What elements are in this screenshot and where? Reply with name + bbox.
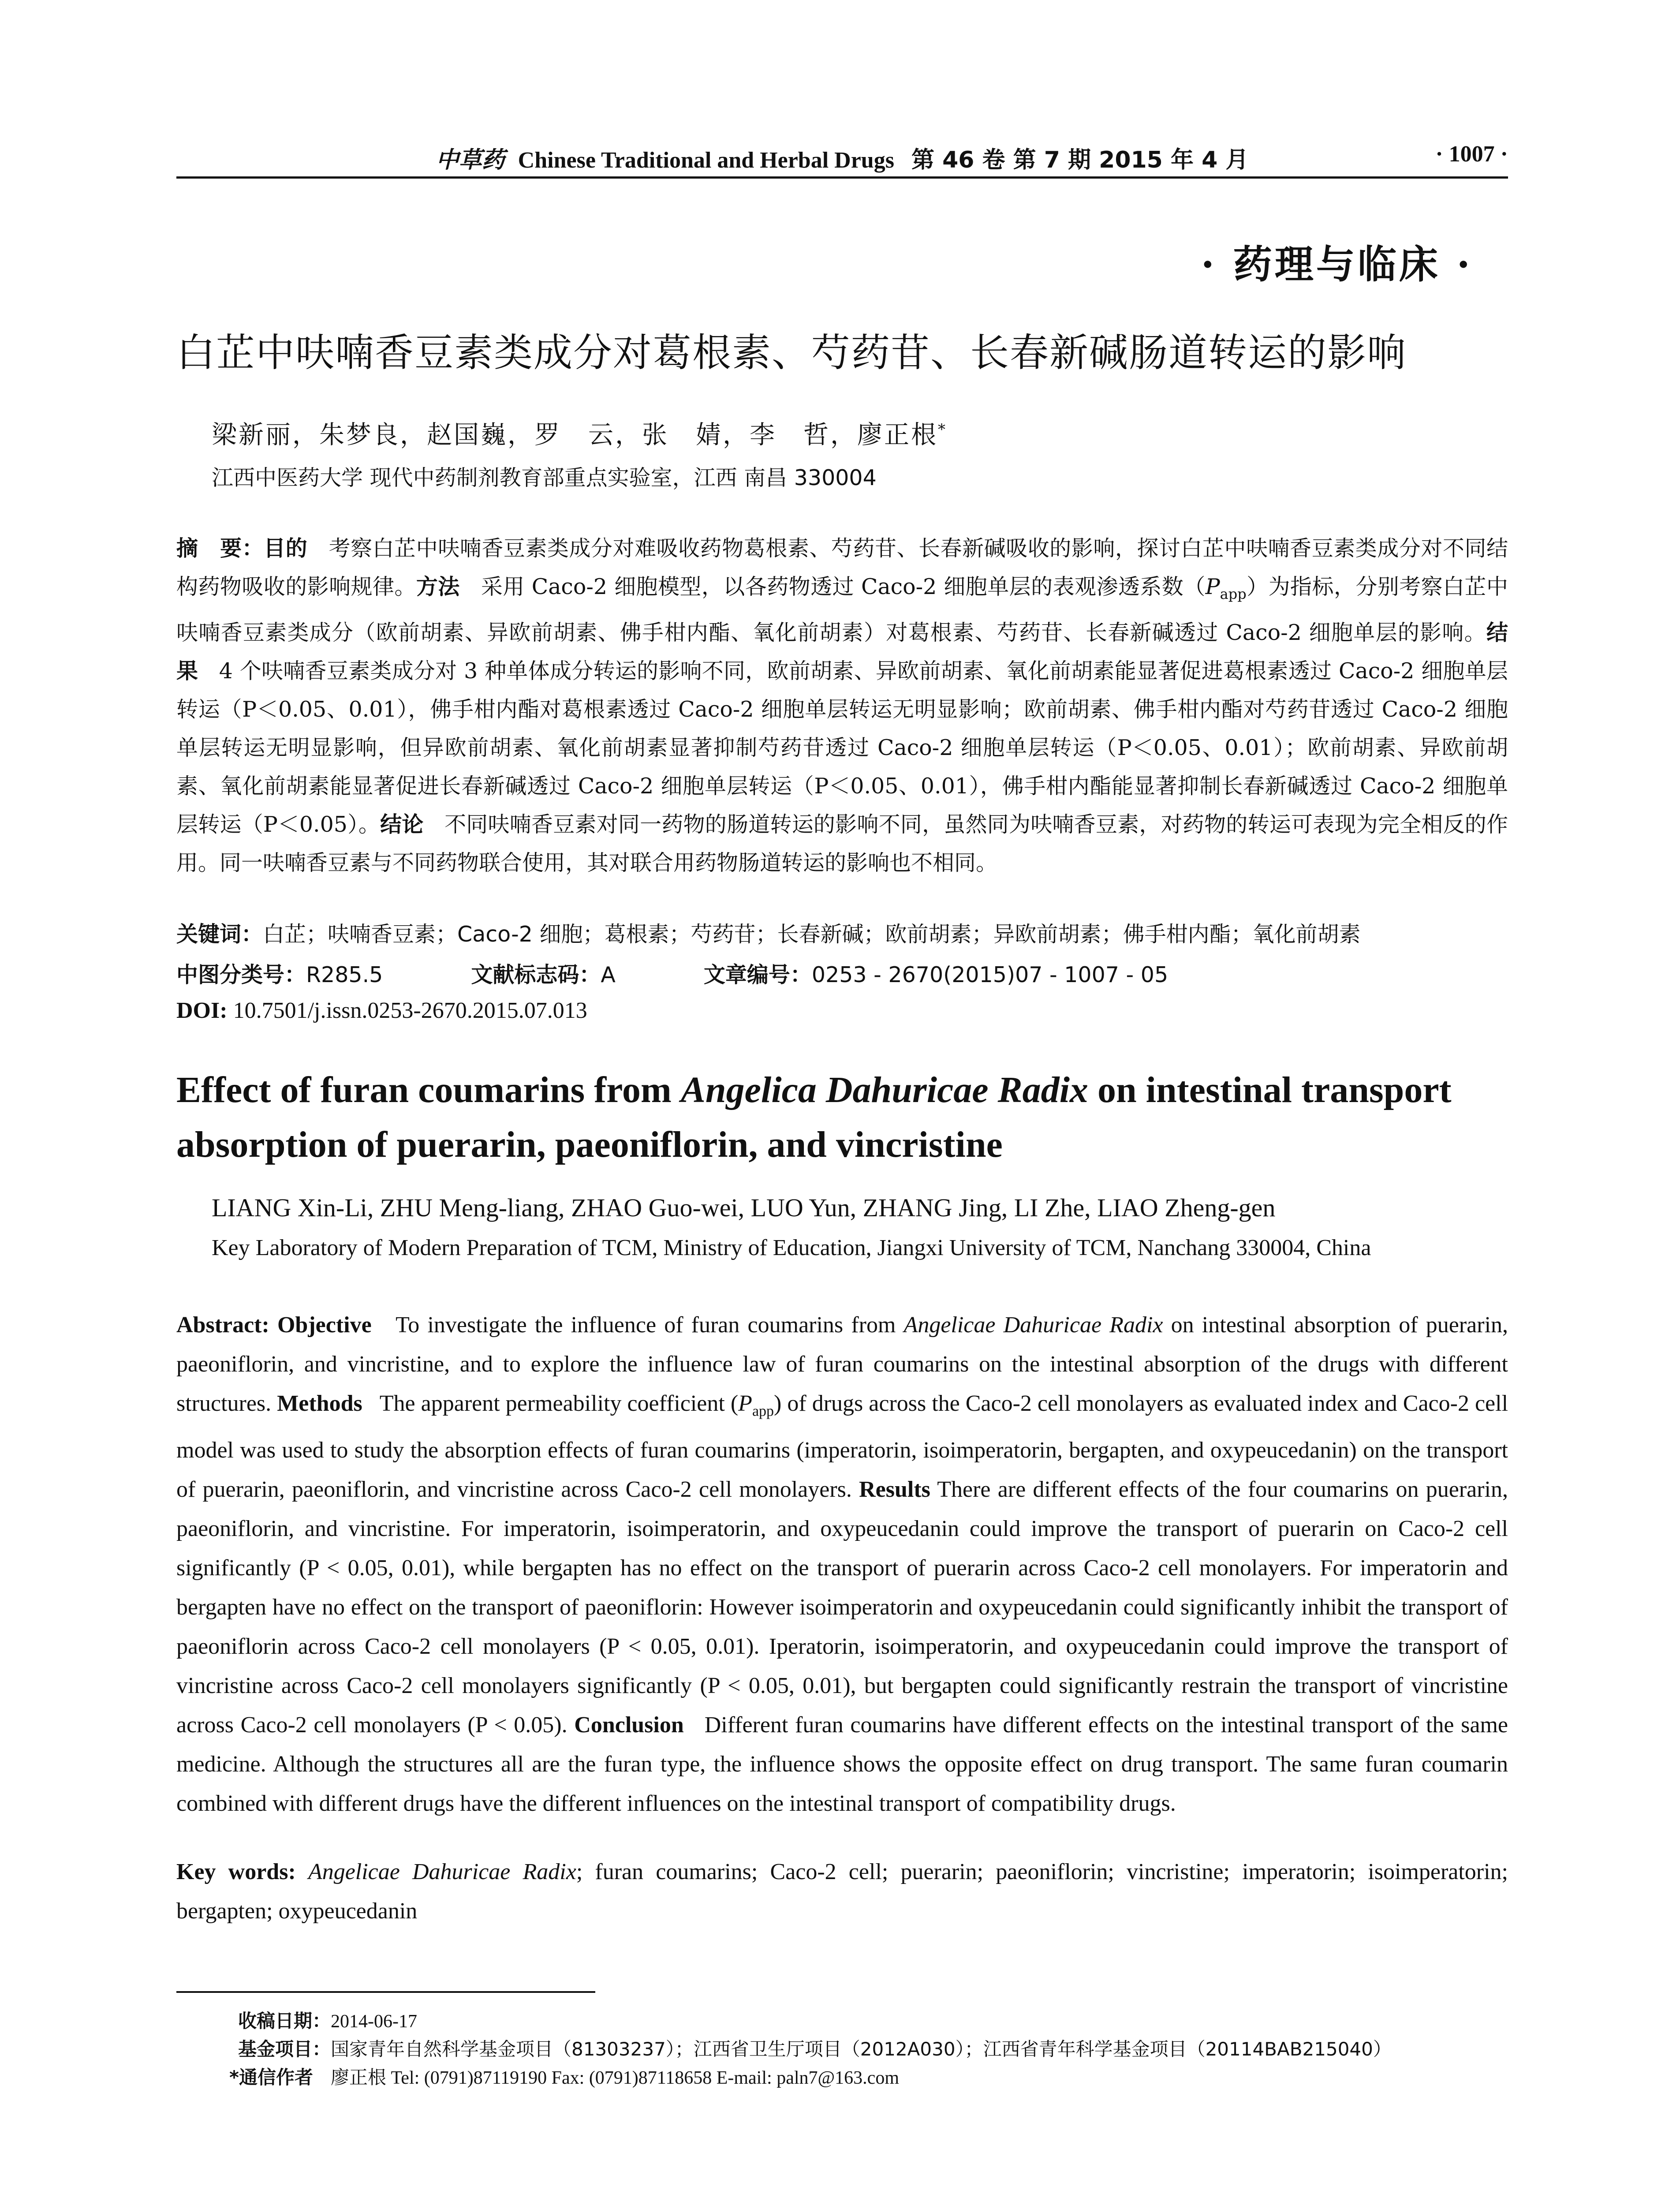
p-symbol: P [1205,574,1220,599]
en-results-label: Results [859,1477,930,1502]
cn-methods-label: 方法 [416,574,460,599]
journal-cn-mark: 中草药 [436,146,505,173]
doi [176,998,587,1024]
cn-author-list: 梁新丽，朱梦良，赵国巍，罗 云，张 婧，李 哲，廖正根 [212,420,938,449]
en-conclusion-text: Different furan coumarins have different effects on the intestinal transport of the same medicine. Although the structures all are the furan type, the influence shows the opposite effect on drug transport. The same furan coumarin combined with different drugs have the different influences on the intestinal transport of compatibility drugs. [176,1712,1508,1816]
cn-abstract [176,529,1508,882]
cn-results-text: 4 个呋喃香豆素类成分对 3 种单体成分转运的影响不同，欧前胡素、异欧前胡素、氧化前胡素能显著促进葛根素透过 Caco-2 细胞单层转运（P＜0.05、0.01），佛手柑内酯对葛根素透过 Caco-2 细胞单层转运无明显影响；欧前胡素、佛手柑内酯对芍药苷透过 Caco-2 细胞单层转运无明显影响，但异欧前胡素、氧化前胡素显著抑制芍药苷透过 Caco-2 细胞单层转运（P＜0.05、0.01）；欧前胡素、异欧前胡素、氧化前胡素能显著促进长春新碱透过 Caco-2 细胞单层转运（P＜0.05、0.01），佛手柑内酯能显著抑制长春新碱透过 Caco-2 细胞单层转运（P＜0.05）。 [176,658,1508,837]
en-authors: LIANG Xin-Li, ZHU Meng-liang, ZHAO Guo-wei, LUO Yun, ZHANG Jing, LI Zhe, LIAO Zheng-gen [212,1193,1276,1222]
en-title-part: Effect of furan coumarins from [176,1069,681,1110]
en-p-subscript: app [752,1403,774,1420]
cn-conclusion-text: 不同呋喃香豆素对同一药物的肠道转运的影响不同，虽然同为呋喃香豆素，对药物的转运可表现为完全相反的作用。同一呋喃香豆素与不同药物联合使用，其对联合用药物肠道转运的影响也不相同。 [176,811,1508,875]
article-no-label: 文章编号： [703,962,812,987]
corresponding-mark: * [938,421,947,438]
issue-info: 第 46 卷 第 7 期 2015 年 4 月 [911,147,1249,173]
clc-value: R285.5 [306,962,383,987]
corr-label: *通信作者 [229,2067,313,2088]
en-results-text: There are different effects of the four coumarins on puerarin, paeoniflorin, and vincristine. For imperatorin, isoimperatorin, and oxypeucedanin could improve the transport of puerarin on Caco-2 cell significantly (P < 0.05, 0.01), while bergapten has no effect on the transport of puerarin across Caco-2 cell monolayers. For imperatorin and bergapten have no effect on the transport of paeoniflorin: However isoimperatorin and oxypeucedanin could significantly inhibit the transport of paeoniflorin across Caco-2 cell monolayers (P < 0.05, 0.01). Iperatorin, isoimperatorin, and oxypeucedanin could improve the transport of vincristine across Caco-2 cell monolayers significantly (P < 0.05, 0.01), but bergapten could significantly restrain the transport of vincristine across Caco-2 cell monolayers (P < 0.05). [176,1477,1508,1738]
article-no-value: 0253 - 2670(2015)07 - 1007 - 05 [811,962,1169,987]
cn-methods-text: 采用 Caco-2 细胞模型，以各药物透过 Caco-2 细胞单层的表观渗透系数（ [481,574,1206,599]
footnote-correspondence [229,2063,899,2089]
funding-text: 国家青年自然科学基金项目（81303237）；江西省卫生厅项目（2012A030）；江西省青年科学基金项目（20114BAB215040） [331,2038,1392,2060]
received-date: 2014-06-17 [331,2011,417,2032]
cn-results-label: 结果 [176,620,1508,684]
en-title [176,1063,1508,1172]
received-label: 收稿日期： [238,2010,331,2032]
en-abstract-label: Abstract: Objective [176,1312,372,1338]
en-objective-species: Angelicae Dahuricae Radix [903,1312,1163,1338]
doi-label: DOI: [176,998,228,1023]
footnote-received [238,2007,417,2033]
page-number: · 1007 · [1435,142,1508,167]
cn-keywords-text: 白芷；呋喃香豆素；Caco-2 细胞；葛根素；芍药苷；长春新碱；欧前胡素；异欧前胡素；佛手柑内酯；氧化前胡素 [263,922,1361,947]
doi-link[interactable]: 10.7501/j.issn.0253-2670.2015.07.013 [233,998,587,1023]
footnote-rule [176,1991,595,1993]
cn-classification [176,958,1168,989]
section-heading: · 药理与临床 · [1201,241,1473,287]
en-title-species: Angelica Dahuricae Radix [680,1069,1088,1110]
en-title-part-cont: on intestinal transport absorption of puerarin, paeoniflorin, and vincristine [176,1069,1452,1165]
en-keywords-label: Key words: [176,1859,296,1884]
journal-name [176,141,1508,174]
en-keywords [176,1852,1508,1931]
en-affiliation: Key Laboratory of Modern Preparation of TCM, Ministry of Education, Jiangxi University of TCM, Nanchang 330004, China [212,1235,1371,1260]
p-subscript: app [1220,585,1247,602]
cn-methods-text-cont: ）为指标，分别考察白芷中呋喃香豆素类成分（欧前胡素、异欧前胡素、佛手柑内酯、氧化前胡素）对葛根素、芍药苷、长春新碱透过 Caco-2 细胞单层的影响。 [176,574,1508,645]
en-methods-label: Methods [277,1391,362,1416]
cn-objective-text: 考察白芷中呋喃香豆素类成分对难吸收药物葛根素、芍药苷、长春新碱吸收的影响，探讨白芷中呋喃香豆素类成分对不同结构药物吸收的影响规律。 [176,536,1508,599]
cn-title: 白芷中呋喃香豆素类成分对葛根素、芍药苷、长春新碱肠道转运的影响 [176,330,1407,375]
en-p-symbol: P [738,1391,752,1416]
en-objective-text-cont: on intestinal absorption of puerarin, paeoniflorin, and vincristine, and to explore the influence law of furan coumarins on the intestinal absorption of the drugs with different structures. [176,1312,1508,1416]
en-methods-text: The apparent permeability coefficient ( [379,1391,739,1416]
cn-conclusion-label: 结论 [380,811,424,837]
clc-label: 中图分类号： [176,962,306,987]
cn-keywords [176,917,1361,948]
en-keywords-text: ; furan coumarins; Caco-2 cell; puerarin; paeoniflorin; vincristine; imperatorin; isoimperatorin; bergapten; oxypeucedanin [176,1859,1508,1924]
doc-code-value: A [601,962,616,987]
en-methods-text-cont: ) of drugs across the Caco-2 cell monolayers as evaluated index and Caco-2 cell model was used to study the absorption effects of furan coumarins (imperatorin, isoimperatorin, bergapten, and oxypeucedanin) on the transport of puerarin, paeoniflorin, and vincristine across Caco-2 cell monolayers. [176,1391,1508,1502]
cn-keywords-label: 关键词： [176,922,263,947]
en-keywords-species: Angelicae Dahuricae Radix [308,1859,576,1884]
cn-affiliation: 江西中医药大学 现代中药制剂教育部重点实验室，江西 南昌 330004 [212,465,877,490]
en-objective-text: To investigate the influence of furan coumarins from [396,1312,904,1338]
corr-text: 廖正根 Tel: (0791)87119190 Fax: (0791)87118658 E-mail: paln7@163.com [331,2068,899,2088]
en-abstract [176,1305,1508,1823]
journal-en-name: Chinese Traditional and Herbal Drugs [518,148,894,173]
cn-abstract-label: 摘 要： [176,536,264,561]
en-conclusion-label: Conclusion [574,1712,684,1738]
funding-label: 基金项目： [238,2038,331,2060]
cn-authors [212,415,947,451]
footnote-funding [238,2035,1392,2061]
running-header [176,141,1508,176]
doc-code-label: 文献标志码： [471,962,601,987]
cn-objective-label: 目的 [264,536,308,561]
header-rule [176,176,1508,179]
